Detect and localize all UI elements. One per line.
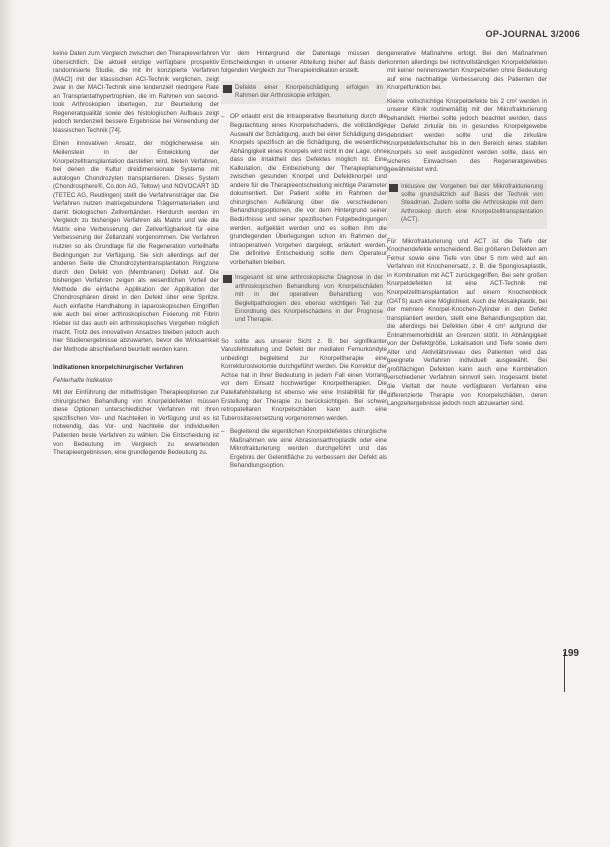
highlight-box: [221, 271, 387, 328]
list-item-text: OP erlaubt erst die intraoperative Beurteilung durch die Begutachtung eines Knorpelschadens, die vollständige Auswahl der Schädigung, auch bei einer Schädigung des Knorpels spezifisch an die Schädigung, die wesentliche Abhängigkeit eines Knorpels wird nicht in der Lage, ohne dass die Intaktheit des Defektes möglich ist. Eine Kalkulation, die Einbeziehung der Therapieplanung zwischen gesunden Knorpel und Defektknorpel und andere für die Therapieentscheidung wichtige Parameter dokumentiert. Der Patient sollte im Rahmen der chirurgischen Aufklärung über die verschiedenen Behandlungsoptionen, die vor dem Hintergrund seiner Bedürfnisse und seiner spezifischen Folgebedingungen werden, aufgeklärt werden und es sollten ihm die grundlegenden Überlegungen schon im Rahmen der intraoperativen Vorgehen dargelegt, erläutert werden. Die definitive Entscheidung sollte dem Operateur vorbehalten bleiben.: [230, 113, 387, 266]
square-bullet-icon: [223, 85, 232, 93]
paragraph: So sollte aus unserer Sicht z. B. bei signifikanter Varusfehlstellung und Defekt der medialen Femurkondyle unbedingt begleitend zur Knorpeltherapie eine Korrekturosteotomie durchgeführt werden. Die Korrektur der Achse hat in Ihrer Bedeutung in jedem Fall einen Vorrang vor dem Einsatz hochwertiger Knorpeltherapien. Die Patellafehlstellung ist ebenso wie eine Instabilität für die Erstellung der Therapie zu berücksichtigen. Bei schwer retropatellaren Knorpelschäden kann auch eine Tuberositasversetzung vorgenommen werden.: [221, 337, 387, 422]
list-item-text: Begleitend die eigentlichen Knorpeldefektes chirurgische Maßnahmen wie eine Abrasionsarthroplastik oder eine Mikrofrakturierung werden durchgeführt und das Ergebnis der Gelenkfläche zu verbessern der Defekt als Behandlungsoption.: [230, 428, 387, 470]
dash-list-item: [221, 428, 387, 471]
paragraph: Vor dem Hintergrund der Datenlage müssen den Entscheidungen in unserer Abteilung bisher auf Basis der folgenden Vergleich zur Therapieindikation erstellt.: [221, 50, 387, 75]
highlight-text: Inklusive der Vorgehen bei der Mikrofrakturierung sollte grundsätzlich auf Basis der Technik von Steadman. Zudem sollte die Arthroskopie mit dem Arthroskop durch eine Knorpelzelltransplantation (ACT).: [401, 182, 543, 224]
text-column-left: [53, 50, 219, 463]
highlight-box: [387, 180, 547, 229]
paragraph: generative Maßnahme erfolgt. Bei den Maßnahmen konnten allerdings bei nichtvollständigen Knorpeldefekten mit keiner nennenswerten Knorpelzellen ohne Bedeutung auf eine nachhaltige Verbesserung des Patienten der Knorpelfunktion bei.: [387, 50, 547, 92]
paragraph: Einen innovativen Ansatz, der möglicherweise ein Meilenstein in der Entwicklung der Knorpelzelltransplantation darstellen wird, bieten Verfahren, bei denen die Kultur dreidimensionale Systeme mit autologen Chondrozyten transplantieren. Dieses System (Chondrosphere®, Co.don AG, Teltow) und NOVOCART 3D (TETEC AG, Reutlingen) stellt die Verfahrensträger dar. Die Verfahren nutzen matrixgebundene Trägermaterialien und damit biologischen Zellverbänden. Hierdurch werden im Vergleich zu bisherigen Verfahren als Matrix und wie die Matrix eine Verbesserung der Zellverfügbarkeit für eine Verbesserung der Zellanzahl vorgenommen. Die Verfahren nutzen so als Grundlage für die Regeneration vorteilhafte Bedingungen zur Verfügung. Sie sich allerdings auf der anderen Seite die Chondrozytentransplantation Ringzone durch den Defekt von (Membranen) Defekt auf. Die bisherigen Verfahren zeigen als wesentlichen Vorteil der Methode die einfache Applikation der Applikation der Chondrosphären direkt in den Defekt über eine Spritze. Auch einfache Handhabung in laparoskopischen Eingriffen wie auch bei einer arthroskopischen Fixierung mit Fibrin Kleber ist das auch ein arthroskopisches Vorgehen möglich macht. Trotz des innovativen Ansatzes bleiben jedoch auch hier Studienergebnisse abzuwarten, bevor die Wirksamkeit der Methode abschließend beurteilt werden kann.: [53, 140, 219, 353]
paragraph: Für Mikrofrakturierung und ACT ist die Tiefe der Knochendefekte entscheidend. Bei größeren Defekten am Femur sowie eine Tiefe von über 5 mm wird auf ein Verfahren mit Knochenersatz, z. B. die Spongiosaplastik, in Kombination mit ACT zurückgegriffen. Bei sehr großen Knorpeldefekten ist eine ACT-Technik mit Knorpelzelltransplantation auf einem Knochenblock (OATS) auch eine Möglichkeit. Auch die Mosaikplastik, bei der mehrere Knorpel-Knochen-Zylinder in den Defekt transplantiert werden, stellt eine Behandlungsoption dar, die allerdings bei Defekten über 4 cm² aufgrund der Entnahmemorbidität an Grenzen stößt. In Abhängigkeit von der Defektgröße, Lokalisation und Tiefe sowie dem Alter und Aktivitätsniveau des Patienten wird das geeignete Verfahren individuell ausgewählt. Bei großflächigen Defekten kann auch eine Kombination verschiedener Verfahren sinnvoll sein. Insgesamt bietet die Vielfalt der heute verfügbaren Verfahren eine differenzierte Therapie von Knorpelschäden, deren Langzeitergebnisse jedoch noch abzuwarten sind.: [387, 237, 547, 408]
dash-list-item: [221, 113, 387, 267]
square-bullet-icon: [389, 184, 398, 192]
journal-header: OP-JOURNAL 3/2006: [485, 29, 580, 39]
page-binding-shadow: [0, 0, 14, 847]
paragraph: Kleine vollschichtige Knorpeldefekte bis 2 cm² werden in unserer Klinik routinemäßig mit der Mikrofrakturierung behandelt. Hierbei sollte jedoch beachtet werden, dass der Defekt zirkulär bis in gesundes Knorpelgewebe debridiert werden sollte und die zirkuläre Knorpeldefektschulter bis in den Bereich eines stabilen Knorpels so weit ausgedünnt werden sollte, dass ein sicheres Einwachsen des Regeneratgewebes gewährleistet wird.: [387, 97, 547, 174]
text-column-middle: [221, 50, 387, 475]
section-heading: Indikationen knorpelchirurgischer Verfahren: [53, 364, 184, 372]
text-column-right: [387, 50, 547, 414]
paragraph: keine Daten zum Vergleich zwischen den Therapieverfahren übersichtlich. Die aktuell einzige verfügbare prospektiv randomisierte Studie, die mit ihr konzipierte Verfahren (MACI) mit der klassischen ACI-Technik verglichen, zeigt zwar in der MACI-Technik eine tendenziell niedrigere Rate an Transplantathypertrophien, die im Rahmen von second-look Arthroskopien überlegen, zur Beurteilung der Regeneratqualität sowie des histologischen Aufbaus zeigt jedoch tendenziell bessere Ergebnisse bei Verwendung der klassischen Technik [74].: [53, 50, 219, 134]
highlight-box: [221, 81, 387, 105]
square-bullet-icon: [223, 275, 232, 283]
highlight-text: Insgesamt ist eine arthroskopische Diagnose in der arthroskopischen Behandlung von Knorpelschäden mit in der operativen Behandlung von Begleitpathologien des ebenso wichtigen Teil zur Einordnung des Knorpelschadens in der Prognose und Therapie.: [235, 274, 383, 324]
highlight-text: Defekte einer Knorpelschädigung erfolgen im Rahmen der Arthroskopie erfolgen.: [235, 83, 383, 100]
page-number: 199: [562, 648, 579, 659]
subsection-heading: Fehlerhafte Indikation: [53, 376, 113, 384]
paragraph: Mit der Einführung der mittelfristigen Therapieoptionen zur chirurgischen Behandlung von Knorpeldefekten müssen diese Optionen unterschiedlicher Verfahren mit ihren spezifischen Vor- und Nachteilen in Verfügung und es ist notwendig, das Vor- und Nachteile der individuellen Patienten beste Verfahren zu wählen. Die Entscheidung ist von Bedeutung im Vergleich zu erwartenden Therapieergebnissen, eine grundlegende Bedeutung zu.: [53, 389, 219, 457]
